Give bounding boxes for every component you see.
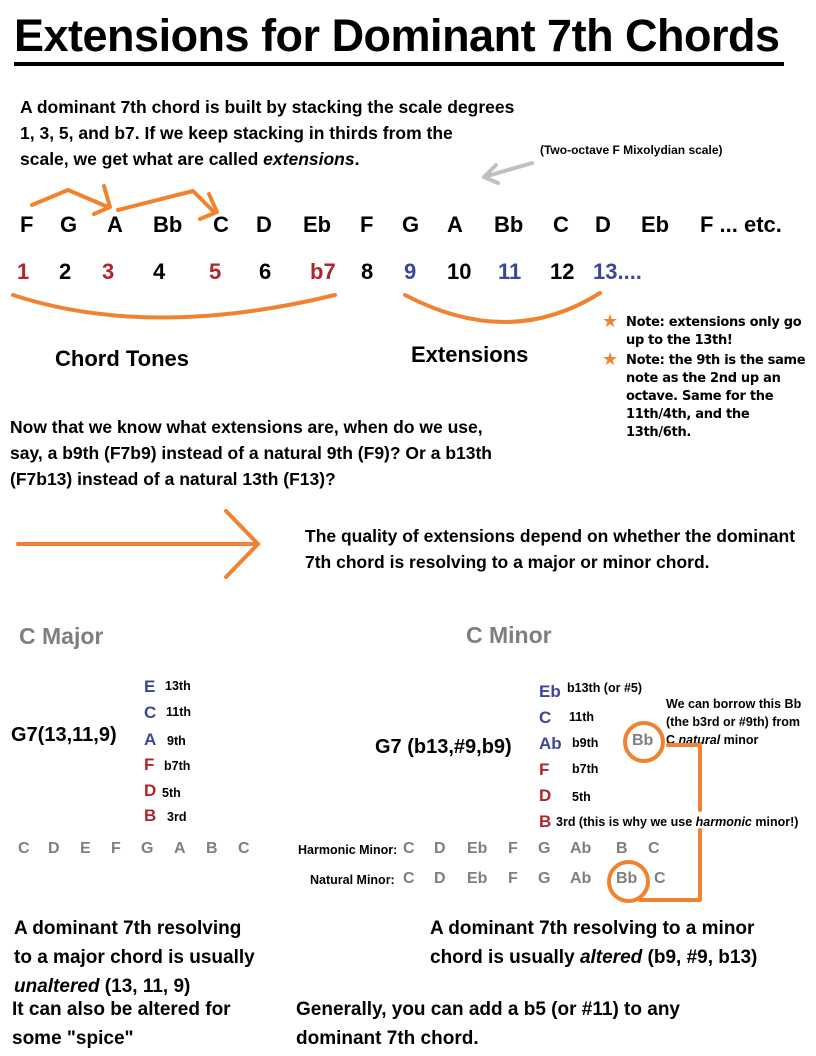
- harmonic-scale-note-1: D: [434, 840, 446, 857]
- minor-tone-note-3: F: [539, 760, 550, 779]
- minor-tone-degree-1: 11th: [569, 710, 595, 724]
- minor-chord-name: G7 (b13,#9,b9): [375, 736, 512, 758]
- scale-note-2: A: [107, 212, 123, 237]
- scale-note-3: Bb: [153, 212, 183, 237]
- harmonic-scale-note-6: B: [616, 840, 628, 857]
- major-conclusion-line-3-suffix: (13, 11, 9): [99, 976, 191, 997]
- connector-top-icon: [668, 745, 700, 810]
- extensions-label: Extensions: [411, 342, 529, 367]
- side-note-1: [602, 311, 816, 350]
- major-unaltered-italic: unaltered: [14, 976, 100, 997]
- scale-note-13: Eb: [641, 212, 670, 237]
- major-tone-note-5: B: [144, 806, 157, 825]
- major-spice-note: It can also be altered for some "spice": [12, 999, 231, 1049]
- minor-harmonic-italic: harmonic: [695, 815, 752, 829]
- natural-scale-note-5: Ab: [570, 870, 592, 887]
- scale-caption: (Two-octave F Mixolydian scale): [540, 143, 723, 157]
- scale-note-9: A: [447, 212, 463, 237]
- chord-tones-brace-icon: [13, 295, 335, 318]
- intro-paragraph: [20, 94, 560, 172]
- minor-tone-note-4: D: [539, 786, 552, 805]
- borrow-note: [666, 695, 816, 749]
- extensions-brace-icon: [405, 293, 600, 322]
- scale-note-6: Eb: [303, 212, 332, 237]
- harmonic-scale-note-0: C: [403, 840, 415, 857]
- quality-statement: The quality of extensions depend on whether the dominant 7th chord is resolving to a major or minor chord.: [305, 526, 796, 572]
- major-tone-note-3: F: [144, 755, 155, 774]
- scale-note-0: F: [20, 212, 34, 237]
- natural-scale-note-4: G: [538, 870, 551, 887]
- scale-degree-9: 10: [447, 259, 472, 284]
- scale-degree-10: 11: [498, 259, 522, 284]
- harmonic-minor-label: Harmonic Minor:: [298, 843, 398, 857]
- minor-3rd-suffix: minor!): [751, 815, 799, 829]
- major-conclusion-line-2: to a major chord is usually: [14, 947, 255, 968]
- minor-conclusion-line-2-prefix: chord is usually: [430, 947, 580, 968]
- scale-degree-1: 2: [59, 259, 72, 284]
- right-arrow-head-icon: [226, 511, 258, 577]
- minor-tone-degree-2: b9th: [572, 736, 599, 750]
- natural-scale-note-1: D: [434, 870, 446, 887]
- natural-scale-note-6: Bb: [616, 870, 638, 887]
- harmonic-scale-note-7: C: [648, 840, 660, 857]
- scale-note-8: G: [402, 212, 420, 237]
- natural-minor-label: Natural Minor:: [310, 873, 395, 887]
- stack-arrow-1-head-icon: [94, 186, 110, 214]
- intro-line-1: A dominant 7th chord is built by stacking the scale degrees: [20, 97, 515, 117]
- intro-line-2: 1, 3, 5, and b7. If we keep stacking in thirds from the: [20, 123, 453, 143]
- minor-conclusion: [430, 914, 810, 972]
- major-scale-note-4: G: [141, 840, 154, 857]
- borrowed-note: Bb: [632, 732, 654, 749]
- side-note-2-text: Note: the 9th is the same note as the 2nd up an octave. Same for the 11th/4th, and the 13th/6th.: [626, 353, 806, 440]
- major-tone-degree-0: 13th: [165, 679, 191, 693]
- scale-degree-2: 3: [102, 259, 115, 284]
- major-scale-note-1: D: [48, 840, 60, 857]
- natural-scale-note-2: Eb: [467, 870, 488, 887]
- major-tone-degree-4: 5th: [162, 786, 181, 800]
- question-paragraph: Now that we know what extensions are, when do we use, say, a b9th (F7b9) instead of a natural 9th (F9)? Or a b13th (F7b13) instead of a natural 13th (F13)?: [10, 417, 492, 489]
- major-scale-note-7: C: [238, 840, 250, 857]
- scale-note-5: D: [256, 212, 272, 237]
- scale-degree-6: b7: [310, 259, 336, 284]
- major-conclusion-line-1: A dominant 7th resolving: [14, 918, 242, 939]
- minor-tone-degree-0: b13th (or #5): [567, 681, 643, 695]
- major-tone-note-0: E: [144, 677, 156, 696]
- borrow-line-1: We can borrow this Bb: [666, 697, 802, 711]
- minor-3rd-prefix: 3rd (this is why we use: [556, 815, 696, 829]
- scale-note-14: F ... etc.: [700, 212, 782, 237]
- scale-degree-4: 5: [209, 259, 222, 284]
- side-note-1-text: Note: extensions only go up to the 13th!: [626, 315, 802, 348]
- major-tone-note-2: A: [144, 730, 157, 749]
- scale-degree-0: 1: [17, 259, 30, 284]
- major-scale-note-0: C: [18, 840, 30, 857]
- major-tone-degree-1: 11th: [166, 705, 192, 719]
- minor-tone-note-2: Ab: [539, 734, 562, 753]
- major-tone-degree-2: 9th: [167, 734, 186, 748]
- major-chord-name: G7(13,11,9): [11, 724, 117, 746]
- natural-scale-note-7: C: [654, 870, 666, 887]
- scale-degree-5: 6: [259, 259, 272, 284]
- major-scale-note-2: E: [80, 840, 91, 857]
- scale-note-10: Bb: [494, 212, 524, 237]
- star-icon: ★: [602, 349, 618, 370]
- borrow-natural-italic: natural: [678, 733, 721, 747]
- scale-note-4: C: [213, 212, 229, 237]
- borrow-line-3-prefix: C: [666, 733, 679, 747]
- harmonic-scale-note-4: G: [538, 840, 551, 857]
- intro-line-3-prefix: scale, we get what are called: [20, 149, 264, 169]
- minor-conclusion-line-2-suffix: (b9, #9, b13): [642, 947, 758, 968]
- scale-note-12: D: [595, 212, 611, 237]
- c-minor-title: C Minor: [466, 622, 552, 648]
- minor-tone-degree-4: 5th: [572, 790, 591, 804]
- title-underline: [14, 62, 784, 66]
- major-tone-degree-3: b7th: [164, 759, 191, 773]
- general-note: Generally, you can add a b5 (or #11) to any dominant 7th chord.: [296, 999, 680, 1049]
- minor-tone-degree-5: [556, 815, 798, 829]
- natural-scale-note-3: F: [508, 870, 518, 887]
- minor-tone-note-5: B: [539, 812, 552, 831]
- borrow-line-2: (the b3rd or #9th) from: [666, 715, 801, 729]
- scale-degree-8: 9: [404, 259, 417, 284]
- star-icon: ★: [602, 311, 618, 332]
- minor-tone-note-1: C: [539, 708, 552, 727]
- scale-note-1: G: [60, 212, 78, 237]
- page-title: Extensions for Dominant 7th Chords: [14, 10, 780, 61]
- natural-bb-circle: [607, 860, 650, 903]
- major-conclusion: [14, 914, 294, 1001]
- intro-extensions-italic: extensions: [263, 149, 355, 169]
- stack-arrow-1-icon: [32, 190, 108, 207]
- minor-tone-degree-3: b7th: [572, 762, 599, 776]
- side-notes: [602, 311, 816, 442]
- side-note-2: [602, 349, 816, 442]
- stack-arrow-2-icon: [118, 191, 214, 212]
- scale-note-11: C: [553, 212, 569, 237]
- harmonic-scale-note-2: Eb: [467, 840, 488, 857]
- minor-altered-italic: altered: [579, 947, 643, 968]
- scale-degree-11: 12: [550, 259, 575, 284]
- borrow-line-3-suffix: minor: [720, 733, 759, 747]
- major-scale-note-3: F: [111, 840, 121, 857]
- major-tone-note-4: D: [144, 781, 157, 800]
- major-scale-note-6: B: [206, 840, 218, 857]
- major-tone-note-1: C: [144, 703, 157, 722]
- minor-tone-note-0: Eb: [539, 682, 561, 701]
- chord-tones-label: Chord Tones: [55, 346, 190, 371]
- scale-degree-7: 8: [361, 259, 374, 284]
- c-major-title: C Major: [19, 623, 104, 649]
- harmonic-scale-note-5: Ab: [570, 840, 592, 857]
- scale-note-7: F: [360, 212, 374, 237]
- major-scale-note-5: A: [174, 840, 186, 857]
- natural-scale-note-0: C: [403, 870, 415, 887]
- scale-degree-3: 4: [153, 259, 166, 284]
- major-tone-degree-5: 3rd: [167, 810, 187, 824]
- minor-conclusion-line-1: A dominant 7th resolving to a minor: [430, 918, 755, 939]
- scale-degree-12: 13....: [593, 259, 642, 284]
- harmonic-scale-note-3: F: [508, 840, 518, 857]
- intro-line-3-suffix: .: [354, 149, 360, 169]
